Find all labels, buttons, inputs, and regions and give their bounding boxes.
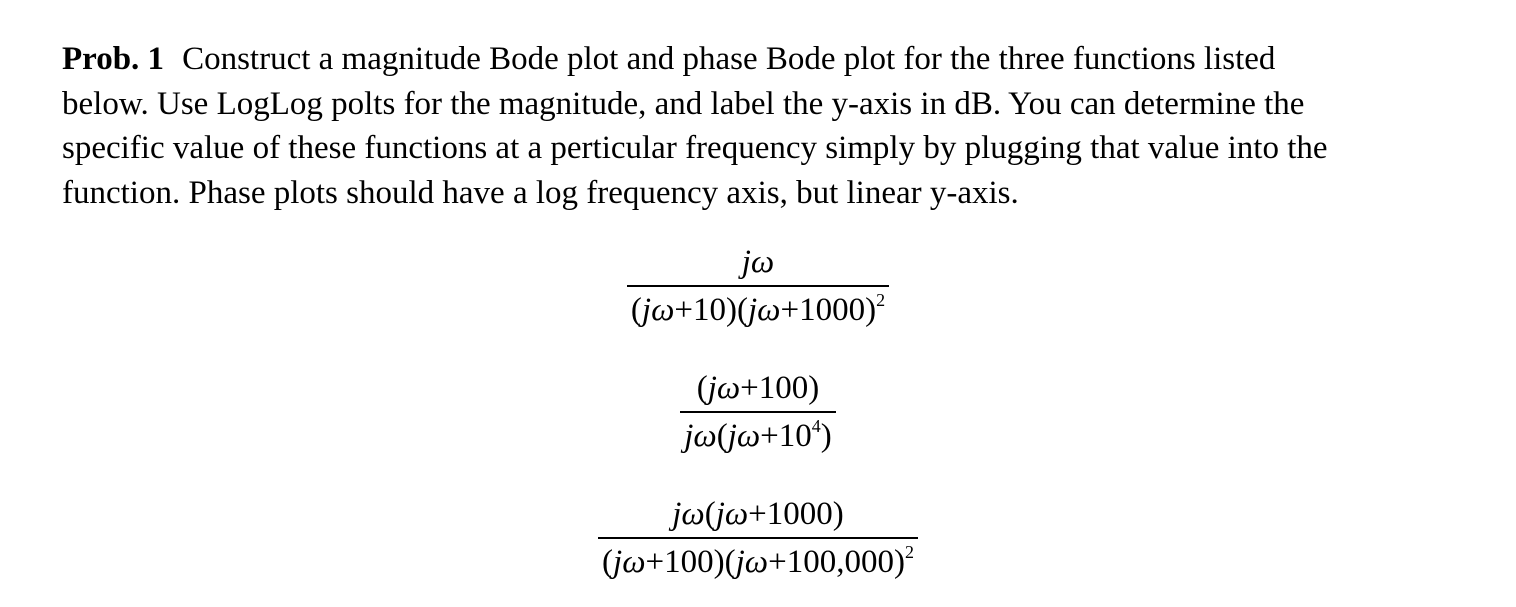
fraction	[598, 494, 918, 586]
exponent: 2	[876, 290, 886, 310]
problem-label: Prob. 1	[62, 41, 165, 77]
numerator: jω	[741, 244, 775, 280]
transfer-function-2	[0, 368, 1516, 460]
transfer-function-3	[0, 494, 1516, 586]
problem-line-3: specific value of these functions at a perticular frequency simply by plugging that value into the	[62, 130, 1328, 166]
numerator: (jω+100)	[696, 370, 820, 406]
transfer-function-1	[0, 242, 1516, 334]
problem-line-4: function. Phase plots should have a log frequency axis, but linear y-axis.	[62, 174, 1019, 211]
denominator: $j\omega(j\omega+10^4)$	[684, 416, 832, 454]
problem-text-1: Construct a magnitude Bode plot and phase Bode plot for the three functions listed	[182, 41, 1276, 77]
fraction	[680, 368, 836, 460]
numerator: jω(jω+1000)	[672, 496, 844, 532]
denominator: $(j\omega+100)(j\omega+100,000)^2$	[602, 542, 914, 580]
exponent: 4	[811, 416, 821, 436]
denominator: $(j\omega+10)(j\omega+1000)^2$	[630, 290, 886, 328]
problem-statement	[62, 37, 1462, 215]
problem-line-1	[62, 37, 1462, 82]
exponent: 2	[904, 542, 914, 562]
problem-line-2: below. Use LogLog polts for the magnitude, and label the y-axis in dB. You can determine the	[62, 85, 1305, 122]
fraction	[627, 242, 889, 334]
